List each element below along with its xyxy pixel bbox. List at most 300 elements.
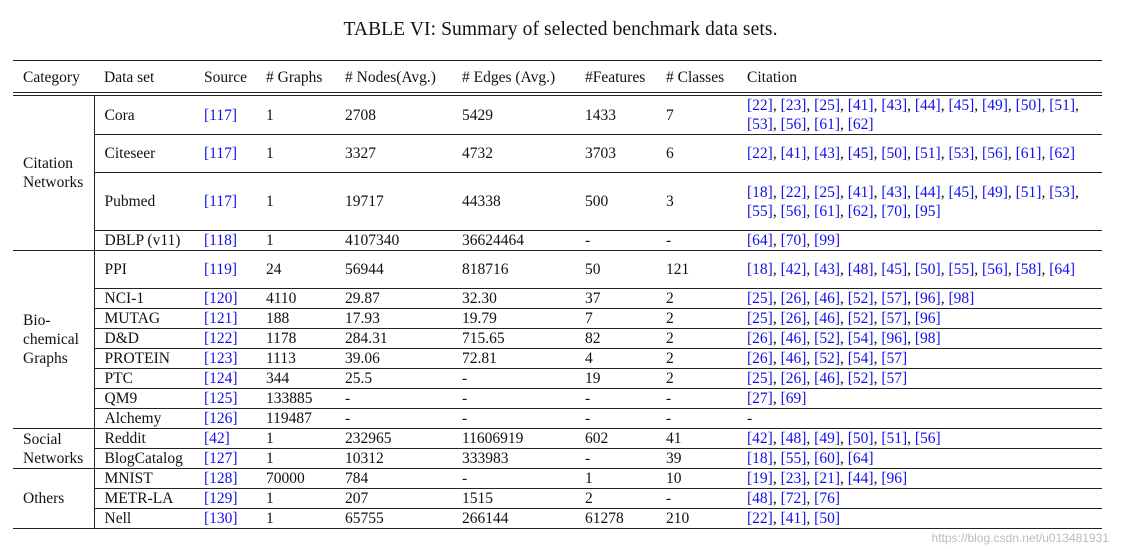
nodes-cell [335, 309, 452, 329]
nodes-cell [335, 289, 452, 309]
citation-ref[interactable]: [48] [747, 490, 773, 507]
nodes-cell [335, 173, 452, 231]
citation-cell: [26], [46], [52], [54], [57] [737, 349, 1102, 369]
watermark: https://blog.csdn.net/u013481931 [931, 531, 1109, 545]
source-cell [194, 509, 256, 529]
citation-cell: [25], [26], [46], [52], [57] [737, 369, 1102, 389]
source-cell [194, 135, 256, 173]
category-cell [13, 429, 94, 469]
graphs-value: 1 [266, 145, 274, 162]
edges-cell [452, 389, 575, 409]
nodes-cell [335, 409, 452, 429]
source-value[interactable]: [129] [204, 490, 238, 507]
header-graphs: # Graphs [266, 68, 323, 86]
citation-ref[interactable]: [52] [847, 290, 874, 307]
citation-cell: [64], [70], [99] [737, 231, 1102, 251]
citation-ref[interactable]: [61] [814, 202, 840, 220]
citation-ref[interactable]: [43] [881, 97, 908, 114]
nodes-value: 2708 [345, 106, 376, 124]
classes-cell [656, 489, 737, 509]
features-cell [575, 309, 656, 329]
edges-value: 11606919 [462, 430, 524, 447]
edges-cell [452, 449, 575, 469]
graphs-cell [256, 349, 335, 369]
dataset-value: DBLP (v11) [104, 232, 181, 249]
citation-ref[interactable]: [51] [1015, 183, 1042, 201]
table-row [13, 469, 1102, 489]
citation-cell: [42], [48], [49], [50], [51], [56] [737, 429, 1102, 449]
dataset-value: D&D [104, 330, 139, 347]
citation-ref[interactable]: [54] [847, 330, 874, 347]
citation-ref[interactable]: [62] [1049, 145, 1076, 162]
classes-value: 210 [666, 510, 690, 527]
citation-ref[interactable]: [98] [948, 290, 975, 307]
header-category: Category [23, 68, 80, 86]
nodes-value: 29.87 [345, 290, 380, 307]
features-cell [575, 409, 656, 429]
citation-ref[interactable]: [56] [780, 116, 807, 133]
dataset-value: PROTEIN [104, 350, 170, 367]
features-value: - [585, 410, 591, 427]
citation-cell: [25], [26], [46], [52], [57], [96], [98] [737, 289, 1102, 309]
source-value[interactable]: [125] [204, 390, 238, 407]
citation-ref[interactable]: [41] [780, 510, 807, 527]
citation-ref[interactable]: [96] [881, 330, 908, 347]
header-source: Source [204, 68, 248, 86]
nodes-value: 17.93 [345, 310, 380, 327]
classes-value: 2 [666, 310, 674, 327]
dataset-cell [94, 389, 194, 409]
nodes-value: 784 [345, 470, 369, 487]
graphs-cell [256, 309, 335, 329]
citation-ref[interactable]: [25] [747, 290, 773, 307]
citation-ref[interactable]: [70] [881, 202, 908, 220]
dataset-cell [94, 469, 194, 489]
classes-cell [656, 409, 737, 429]
graphs-value: 188 [266, 310, 290, 327]
source-cell [194, 289, 256, 309]
source-value[interactable]: [127] [204, 450, 238, 467]
citation-cell: [18], [42], [43], [48], [45], [50], [55], [56], [58], [64] [737, 251, 1102, 289]
citation-ref[interactable]: [43] [814, 145, 840, 162]
citation-ref[interactable]: [98] [914, 330, 941, 347]
nodes-value: 4107340 [345, 232, 400, 249]
table-row [13, 509, 1102, 529]
category-cell [13, 469, 94, 529]
citation-ref[interactable]: [45] [881, 261, 908, 278]
dataset-value: METR-LA [104, 490, 174, 507]
classes-value: - [666, 410, 672, 427]
citation-ref[interactable]: [64] [847, 450, 874, 467]
edges-cell [452, 469, 575, 489]
citation-cell: [18], [55], [60], [64] [737, 449, 1102, 469]
dataset-cell [94, 329, 194, 349]
graphs-value: 4110 [266, 290, 297, 307]
benchmark-table [13, 60, 1102, 529]
citation-ref[interactable]: [55] [780, 450, 807, 467]
source-value[interactable]: [130] [204, 510, 238, 527]
citation-ref[interactable]: [56] [982, 261, 1008, 278]
classes-value: 3 [666, 193, 674, 210]
nodes-cell [335, 251, 452, 289]
source-cell [194, 409, 256, 429]
citation-ref[interactable]: [46] [814, 370, 840, 387]
source-cell [194, 429, 256, 449]
graphs-value: 1113 [266, 350, 296, 367]
citation-ref[interactable]: [49] [814, 430, 840, 447]
source-value[interactable]: [126] [204, 410, 238, 427]
dataset-value: Nell [104, 510, 132, 527]
citation-ref[interactable]: [26] [747, 330, 773, 347]
citation-ref[interactable]: [18] [747, 261, 773, 278]
citation-ref[interactable]: [46] [780, 330, 807, 347]
edges-value: 5429 [462, 106, 493, 124]
citation-ref[interactable]: [22] [747, 145, 773, 162]
citation-ref[interactable]: [26] [780, 370, 807, 387]
citation-ref[interactable]: [23] [780, 470, 807, 487]
citation-ref[interactable]: [50] [814, 510, 840, 527]
graphs-cell [256, 96, 335, 135]
citation-ref[interactable]: [56] [914, 430, 941, 447]
edges-cell [452, 509, 575, 529]
source-cell [194, 489, 256, 509]
graphs-cell [256, 135, 335, 173]
nodes-value: 10312 [345, 450, 384, 467]
nodes-value: 3327 [345, 145, 376, 162]
citation-ref[interactable]: [25] [747, 370, 773, 387]
citation-ref[interactable]: [51] [914, 145, 941, 162]
features-value: 50 [585, 261, 601, 278]
citation-ref[interactable]: [54] [847, 350, 874, 367]
classes-cell [656, 289, 737, 309]
nodes-cell [335, 329, 452, 349]
edges-value: - [462, 410, 468, 427]
table-row [13, 409, 1102, 429]
features-value: 37 [585, 290, 601, 307]
edges-value: - [462, 390, 468, 407]
edges-value: 72.81 [462, 350, 497, 367]
edges-cell [452, 231, 575, 251]
source-value[interactable]: [117] [204, 145, 237, 162]
citation-ref[interactable]: [53] [948, 145, 975, 162]
citation-ref[interactable]: [22] [747, 510, 773, 527]
citation-ref[interactable]: [18] [747, 183, 773, 201]
citation-ref[interactable]: [41] [847, 97, 874, 114]
dataset-cell [94, 135, 194, 173]
features-value: 602 [585, 430, 609, 447]
citation-ref[interactable]: [21] [814, 470, 840, 487]
citation-ref[interactable]: [64] [747, 232, 773, 249]
citation-ref[interactable]: [72] [780, 490, 807, 507]
citation-ref[interactable]: [42] [747, 430, 773, 447]
header-features: #Features [585, 68, 646, 86]
citation-ref[interactable]: [23] [780, 97, 807, 114]
citation-ref[interactable]: [25] [747, 310, 773, 327]
graphs-value: 1178 [266, 330, 297, 347]
source-value[interactable]: [123] [204, 350, 238, 367]
citation-ref[interactable]: [56] [982, 145, 1008, 162]
source-value[interactable]: [117] [204, 193, 237, 210]
citation-ref[interactable]: [60] [814, 450, 840, 467]
source-value[interactable]: [117] [204, 106, 237, 124]
dataset-value: Pubmed [104, 193, 156, 210]
classes-cell [656, 449, 737, 469]
classes-cell [656, 309, 737, 329]
source-cell [194, 96, 256, 135]
citation-ref[interactable]: [43] [881, 183, 908, 201]
citation-ref[interactable]: [44] [847, 470, 874, 487]
citation-ref[interactable]: [50] [847, 430, 874, 447]
features-value: 2 [585, 490, 593, 507]
citation-ref[interactable]: [52] [847, 370, 874, 387]
citation-ref[interactable]: [96] [881, 470, 908, 487]
features-cell [575, 389, 656, 409]
citation-ref[interactable]: [18] [747, 450, 773, 467]
table-row [13, 289, 1102, 309]
graphs-value: 133885 [266, 390, 313, 407]
category-label: Social Networks [23, 430, 84, 467]
dataset-value: Cora [104, 106, 135, 124]
graphs-cell [256, 389, 335, 409]
classes-value: 2 [666, 370, 674, 387]
citation-ref[interactable]: [50] [1015, 97, 1042, 114]
citation-cell: [26], [46], [52], [54], [96], [98] [737, 329, 1102, 349]
features-cell [575, 251, 656, 289]
dataset-cell [94, 429, 194, 449]
citation-cell: [18], [22], [25], [41], [43], [44], [45], [49], [51], [53], [55], [56], [61], [62], [70], [95] [737, 173, 1102, 231]
citation-ref[interactable]: [51] [1049, 97, 1076, 114]
features-value: - [585, 232, 591, 249]
features-value: 7 [585, 310, 593, 327]
citation-ref[interactable]: [45] [948, 183, 975, 201]
classes-value: 39 [666, 450, 682, 467]
edges-value: 32.30 [462, 290, 497, 307]
citation-ref[interactable]: [49] [982, 97, 1008, 114]
citation-ref[interactable]: [25] [814, 97, 840, 114]
citation-ref[interactable]: [96] [914, 310, 941, 327]
citation-ref[interactable]: [45] [948, 97, 975, 114]
edges-cell [452, 135, 575, 173]
citation-ref[interactable]: [76] [814, 490, 840, 507]
classes-value: 2 [666, 290, 674, 307]
classes-value: 6 [666, 145, 674, 162]
citation-ref[interactable]: [57] [881, 290, 908, 307]
dataset-value: Alchemy [104, 410, 162, 427]
classes-cell [656, 173, 737, 231]
source-value[interactable]: [124] [204, 370, 238, 387]
dataset-value: Citeseer [104, 145, 156, 162]
citation-ref[interactable]: [25] [814, 183, 840, 201]
citation-ref[interactable]: [55] [948, 261, 975, 278]
source-value[interactable]: [121] [204, 310, 238, 327]
header-nodes: # Nodes(Avg.) [345, 68, 436, 86]
citation-ref[interactable]: [61] [814, 116, 840, 133]
source-value[interactable]: [122] [204, 330, 238, 347]
citation-ref[interactable]: [57] [881, 350, 908, 367]
features-cell [575, 231, 656, 251]
citation-ref[interactable]: [50] [914, 261, 941, 278]
graphs-cell [256, 369, 335, 389]
citation-ref[interactable]: [62] [847, 116, 874, 133]
table-row [13, 489, 1102, 509]
citation-ref[interactable]: [96] [914, 290, 941, 307]
edges-cell [452, 429, 575, 449]
citation-ref[interactable]: [27] [747, 390, 773, 407]
citation-ref[interactable]: [64] [1049, 261, 1076, 278]
citation-ref[interactable]: [58] [1015, 261, 1042, 278]
features-cell [575, 509, 656, 529]
edges-cell [452, 349, 575, 369]
citation-ref[interactable]: [50] [881, 145, 908, 162]
citation-ref[interactable]: [52] [847, 310, 874, 327]
citation-ref[interactable]: [41] [847, 183, 874, 201]
graphs-cell [256, 231, 335, 251]
dataset-cell [94, 349, 194, 369]
edges-value: 19.79 [462, 310, 497, 327]
source-cell [194, 469, 256, 489]
nodes-value: - [345, 410, 351, 427]
features-value: 61278 [585, 510, 624, 527]
dataset-cell [94, 251, 194, 289]
citation-ref[interactable]: [41] [780, 145, 807, 162]
edges-value: - [462, 470, 468, 487]
citation-ref[interactable]: [22] [747, 97, 773, 114]
dataset-value: PTC [104, 370, 133, 387]
citation-ref[interactable]: [69] [780, 390, 807, 407]
citation-ref[interactable]: [46] [814, 310, 840, 327]
nodes-cell [335, 96, 452, 135]
citation-ref[interactable]: [61] [1015, 145, 1042, 162]
citation-ref[interactable]: [26] [780, 290, 807, 307]
citation-ref[interactable]: [44] [914, 183, 941, 201]
source-cell [194, 251, 256, 289]
source-cell [194, 173, 256, 231]
graphs-cell [256, 329, 335, 349]
citation-ref[interactable]: [53] [1049, 183, 1076, 201]
citation-ref[interactable]: [55] [747, 202, 773, 220]
edges-cell [452, 173, 575, 231]
dataset-value: Reddit [104, 430, 146, 447]
classes-value: 121 [666, 261, 690, 278]
dataset-cell [94, 409, 194, 429]
citation-cell: [27], [69] [737, 389, 1102, 409]
classes-cell [656, 369, 737, 389]
citation-ref[interactable]: [48] [780, 430, 807, 447]
table-row [13, 349, 1102, 369]
citation-ref[interactable]: [52] [814, 350, 840, 367]
classes-value: 2 [666, 330, 674, 347]
features-value: 500 [585, 193, 609, 210]
source-value[interactable]: [120] [204, 290, 238, 307]
nodes-cell [335, 389, 452, 409]
table-row [13, 231, 1102, 251]
graphs-value: 1 [266, 232, 274, 249]
category-cell [13, 96, 94, 251]
dataset-cell [94, 369, 194, 389]
graphs-value: 1 [266, 510, 274, 527]
graphs-value: 1 [266, 106, 274, 124]
citation-ref[interactable]: [46] [780, 350, 807, 367]
classes-cell [656, 469, 737, 489]
features-value: 4 [585, 350, 593, 367]
features-cell [575, 489, 656, 509]
source-value[interactable]: [42] [204, 430, 230, 447]
citation-ref[interactable]: [62] [847, 202, 874, 220]
citation-ref[interactable]: [57] [881, 370, 908, 387]
citation-ref[interactable]: [99] [814, 232, 840, 249]
nodes-value: - [345, 390, 351, 407]
source-cell [194, 349, 256, 369]
features-value: - [585, 390, 591, 407]
features-value: 19 [585, 370, 601, 387]
classes-cell [656, 429, 737, 449]
citation-ref[interactable]: [48] [847, 261, 874, 278]
citation-ref[interactable]: [56] [780, 202, 807, 220]
citation-ref[interactable]: [42] [780, 261, 807, 278]
source-value[interactable]: [119] [204, 261, 237, 278]
edges-cell [452, 96, 575, 135]
citation-ref[interactable]: [19] [747, 470, 773, 487]
citation-ref[interactable]: [26] [780, 310, 807, 327]
citation-ref[interactable]: [44] [914, 97, 941, 114]
features-cell [575, 469, 656, 489]
citation-cell: [19], [23], [21], [44], [96] [737, 469, 1102, 489]
citation-ref[interactable]: [26] [747, 350, 773, 367]
table-row [13, 135, 1102, 173]
classes-value: 41 [666, 430, 682, 447]
edges-value: 266144 [462, 510, 509, 527]
classes-value: 7 [666, 106, 674, 124]
source-value[interactable]: [128] [204, 470, 238, 487]
table-row [13, 309, 1102, 329]
table-caption: TABLE VI: Summary of selected benchmark data sets. [343, 19, 778, 40]
table-row [13, 251, 1102, 289]
citation-ref[interactable]: [53] [747, 116, 773, 133]
edges-cell [452, 251, 575, 289]
features-value: 1433 [585, 106, 616, 124]
citation-ref[interactable]: [70] [780, 232, 807, 249]
nodes-value: 65755 [345, 510, 384, 527]
classes-cell [656, 329, 737, 349]
source-value[interactable]: [118] [204, 232, 237, 249]
citation-ref[interactable]: [43] [814, 261, 840, 278]
category-label: Citation Networks [23, 155, 84, 191]
edges-value: 715.65 [462, 330, 505, 347]
citation-ref[interactable]: [49] [982, 183, 1008, 201]
features-cell [575, 96, 656, 135]
classes-value: 10 [666, 470, 682, 487]
edges-value: 4732 [462, 145, 493, 162]
nodes-cell [335, 469, 452, 489]
graphs-cell [256, 509, 335, 529]
citation-ref[interactable]: [22] [780, 183, 807, 201]
dataset-value: MUTAG [104, 310, 161, 327]
features-cell [575, 329, 656, 349]
citation-ref[interactable]: [57] [881, 310, 908, 327]
edges-value: 1515 [462, 490, 493, 507]
graphs-value: 1 [266, 430, 274, 447]
nodes-cell [335, 449, 452, 469]
citation-ref[interactable]: [95] [914, 202, 941, 220]
features-cell [575, 173, 656, 231]
citation-ref[interactable]: [52] [814, 330, 840, 347]
nodes-cell [335, 429, 452, 449]
citation-ref[interactable]: [45] [847, 145, 874, 162]
features-cell [575, 135, 656, 173]
classes-value: 2 [666, 350, 674, 367]
citation-ref[interactable]: [51] [881, 430, 908, 447]
citation-ref[interactable]: [46] [814, 290, 840, 307]
